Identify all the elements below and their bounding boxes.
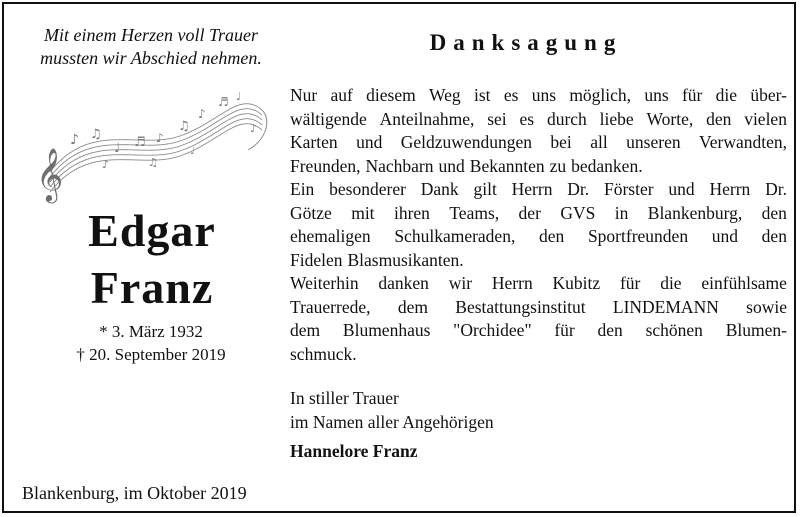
body-line xyxy=(290,84,787,108)
body-line xyxy=(290,108,787,132)
body-word: wältigende xyxy=(290,108,367,129)
body-word: der xyxy=(518,202,541,223)
body-word: Dr. xyxy=(765,179,787,199)
body-word: Bestattungsinstitut xyxy=(455,296,586,317)
thank-you-text xyxy=(290,84,787,366)
body-word: Weiterhin xyxy=(290,273,359,293)
body-word: Blumen- xyxy=(725,320,787,340)
body-word: die xyxy=(660,273,682,293)
svg-text:♪: ♪ xyxy=(198,107,206,121)
body-word: dem xyxy=(397,296,428,317)
body-word: ihren xyxy=(393,202,430,223)
body-word: Weg xyxy=(429,85,461,105)
body-word: Karten xyxy=(290,132,338,152)
body-word: Anteilnahme, xyxy=(379,108,475,129)
svg-text:♩: ♩ xyxy=(190,146,195,157)
closing-phrase xyxy=(290,387,494,434)
body-word: den xyxy=(761,202,787,223)
body-word: diesem xyxy=(366,85,416,105)
body-word: bei xyxy=(550,132,572,152)
body-word: Götze xyxy=(290,202,332,223)
motto-line: Mit einem Herzen voll Trauer xyxy=(44,25,258,45)
body-word: Dank xyxy=(420,179,459,199)
body-word: dem xyxy=(290,320,321,340)
life-dates xyxy=(22,320,280,366)
body-word: Blumenhaus xyxy=(342,320,431,340)
body-word: GVS xyxy=(560,202,596,223)
body-word: vielen xyxy=(744,108,787,129)
body-word: zu xyxy=(549,155,567,176)
body-word: Herrn xyxy=(709,179,751,199)
svg-text:♪: ♪ xyxy=(70,132,79,148)
body-word: Trauerrede, xyxy=(290,296,371,317)
body-word: und xyxy=(711,226,738,246)
svg-text:♫: ♫ xyxy=(148,156,158,169)
body-word: Dr. xyxy=(567,179,590,199)
body-word: unseren xyxy=(626,132,681,152)
svg-text:♫: ♫ xyxy=(178,119,190,134)
body-word: Geldzuwendungen xyxy=(400,132,532,152)
body-word: Bekannten xyxy=(469,155,545,176)
body-word: Nachbarn xyxy=(365,155,434,176)
body-word: in xyxy=(614,202,629,223)
body-word: Ein xyxy=(290,179,315,199)
body-line xyxy=(290,272,787,296)
body-word: einfühlsame xyxy=(701,273,787,293)
body-word: Kubitz xyxy=(552,273,601,293)
body-word: für xyxy=(554,320,575,340)
body-word: danken xyxy=(378,273,429,293)
svg-text:♫: ♫ xyxy=(90,127,102,142)
body-word: schmuck. xyxy=(290,343,357,364)
body-word: wir xyxy=(448,273,473,293)
body-word: Herrn xyxy=(491,273,533,293)
body-word: Freunden, xyxy=(290,155,361,176)
body-word: schönen xyxy=(645,320,703,340)
body-word: für xyxy=(619,273,641,293)
body-word: und xyxy=(438,155,465,176)
body-word: ehemaligen xyxy=(290,226,371,246)
body-word: Herrn xyxy=(511,179,553,199)
body-word: "Orchidee" xyxy=(453,320,532,340)
svg-text:♬: ♬ xyxy=(218,95,229,109)
body-word: Schulkameraden, xyxy=(394,226,516,246)
svg-text:♪: ♪ xyxy=(102,158,110,171)
motto-line: mussten wir Abschied nehmen. xyxy=(40,48,262,68)
body-word: gilt xyxy=(473,179,497,199)
motto xyxy=(22,24,280,70)
body-line xyxy=(290,131,787,155)
body-line xyxy=(290,202,787,226)
body-word: bedanken. xyxy=(571,155,643,176)
body-word: Verwandten, xyxy=(699,132,787,152)
body-word: durch xyxy=(546,108,587,129)
body-line xyxy=(290,343,787,367)
body-word: die xyxy=(715,85,738,105)
body-line xyxy=(290,178,787,202)
body-word: sowie xyxy=(746,296,787,317)
closing-line: im Namen aller Angehörigen xyxy=(290,411,494,432)
body-word: sei xyxy=(487,108,507,129)
body-word: Worte, xyxy=(646,108,694,129)
svg-text:𝄞: 𝄞 xyxy=(36,147,64,201)
body-word: Blankenburg, xyxy=(647,202,743,223)
svg-text:♬: ♬ xyxy=(134,135,146,150)
body-word: Nur xyxy=(290,85,318,105)
body-word: den xyxy=(597,320,623,340)
body-word: möglich, xyxy=(569,85,632,105)
body-line xyxy=(290,155,787,179)
body-word: über- xyxy=(750,85,787,105)
birth-date: * 3. März 1932 xyxy=(99,322,203,341)
svg-text:♪: ♪ xyxy=(250,122,258,135)
body-word: all xyxy=(590,132,608,152)
body-word: den xyxy=(539,226,565,246)
body-word: es xyxy=(503,85,519,105)
body-word: Förster xyxy=(604,179,654,199)
body-word: besonderer xyxy=(329,179,406,199)
body-word: und xyxy=(356,132,383,152)
first-name: Edgar xyxy=(88,205,216,256)
body-word: den xyxy=(706,108,732,129)
music-notes-stave-icon xyxy=(30,80,270,208)
notice-heading: Danksagung xyxy=(429,30,623,55)
body-word: auf xyxy=(330,85,353,105)
place-and-date: Blankenburg, im Oktober 2019 xyxy=(22,483,247,503)
body-word: ist xyxy=(473,85,491,105)
body-word: liebe xyxy=(599,108,634,129)
body-word: uns xyxy=(531,85,557,105)
obituary-notice xyxy=(2,2,796,513)
signature-name: Hannelore Franz xyxy=(290,441,418,461)
svg-text:♪: ♪ xyxy=(156,131,164,145)
body-line xyxy=(290,249,787,273)
body-word: Fidelen xyxy=(290,249,343,270)
body-line xyxy=(290,296,787,320)
body-line xyxy=(290,319,787,343)
deceased-name xyxy=(22,202,282,316)
body-line xyxy=(290,225,787,249)
body-word: Sportfreunden xyxy=(587,226,689,246)
death-date: † 20. September 2019 xyxy=(76,345,226,364)
body-word: uns xyxy=(644,85,669,105)
body-word: Blasmusikanten. xyxy=(347,249,464,270)
last-name: Franz xyxy=(90,262,214,313)
svg-text:♩: ♩ xyxy=(236,90,242,103)
body-word: und xyxy=(668,179,695,199)
svg-text:♩: ♩ xyxy=(114,141,121,156)
body-word: den xyxy=(761,226,787,246)
body-word: es xyxy=(519,108,535,129)
body-word: Teams, xyxy=(449,202,500,223)
closing-line: In stiller Trauer xyxy=(290,388,399,408)
body-word: LINDEMANN xyxy=(612,296,719,317)
body-word: für xyxy=(681,85,703,105)
body-word: mit xyxy=(351,202,375,223)
